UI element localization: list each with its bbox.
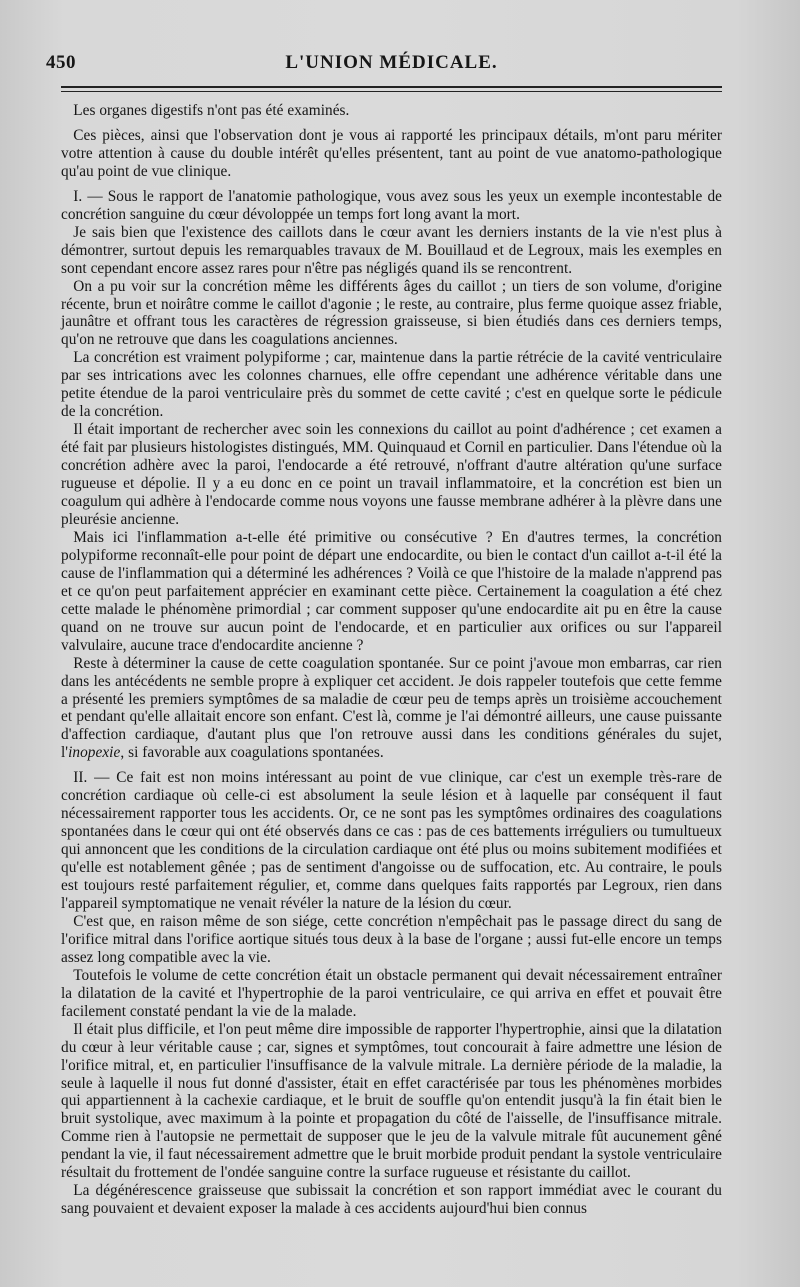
paragraph-digestive-organs: Les organes digestifs n'ont pas été examinés. [73, 102, 350, 119]
paragraph-inflammation: Mais ici l'inflammation a-t-elle été primitive ou consécutive ? En d'autres termes, la concrétion polypiforme reconnaît-elle pour point de départ une endocardite, ou bien le contact d'un caillot a-t-il été la cause de l'inflammation qui a déterminé les adhérences ? Voilà ce que l'histoire de la malade n'apprend pas et ce qu'on peut parfaitement apprécier en examinant cette pièce. Certainement la coagulation a été chez cette malade le phénomène primordial ; car comment supposer qu'une endocardite ait pu en être la cause quand on ne trouve sur aucun point de l'endocarde, et en particulier aux orifices ou sur l'appareil valvulaire, aucune trace d'endocardite ancienne ? [61, 528, 722, 654]
inopexie-term: inopexie [68, 744, 121, 762]
paragraph-ages-caillot: On a pu voir sur la concrétion même les différents âges du caillot ; un tiers de son volume, d'origine récente, brun et noirâtre comme le caillot d'agonie ; le reste, au contraire, plus ferme quoique assez friable, jaunâtre et offrant tous les caractères de régression graisseuse, si bien étudiés dans ces derniers temps, qu'on ne retrouve que dans les coagulations anciennes. [61, 277, 722, 349]
article-body [61, 102, 722, 1218]
paragraph-siege: C'est que, en raison même de son siége, cette concrétion n'empêchait pas le passage direct du sang de l'orifice mitral dans l'orifice aortique situés tous deux à la base de l'organe ; aussi fut-elle encore un temps assez long compatible avec la vie. [61, 912, 722, 966]
running-title: L'UNION MÉDICALE. [285, 52, 498, 73]
cause-text: Reste à déterminer la cause de cette coagulation spontanée. Sur ce point j'avoue mon embarras, car rien dans les antécédents ne semble propre à expliquer cet accident. Je dois rappeler toutefois que cette femme a présenté les premiers symptômes de sa maladie de cœur peu de temps après un troisième accouchement et pendant qu'elle allaitait encore son enfant. C'est là, comme je l'ai démontré ailleurs, une cause puissante d'affection cardiaque, d'autant plus que l'on retrouve aussi dans les conditions générales du sujet, l' [61, 654, 722, 762]
paragraph-section-2: II. — Ce fait est non moins intéressant au point de vue clinique, car c'est un exemple très-rare de concrétion cardiaque où celle-ci est absolument la seule lésion et à laquelle par conséquent il faut nécessairement rapporter tous les accidents. Or, ce ne sont pas les symptômes ordinaires des coagulations spontanées dans le cœur qui ont été observés dans ce cas : pas de ces battements irréguliers ou tumultueux qui annoncent que les conditions de la circulation cardiaque ont été plus ou moins subitement modifiées et qu'elle est notablement gênée ; pas de sentiment d'angoisse ou de suffocation, etc. Au contraire, le pouls est toujours resté parfaitement régulier, et, comme dans quelques faits rapportés par Legroux, rien dans l'appareil symptomatique ne venait révéler la nature de la lésion du cœur. [61, 769, 722, 912]
header-rule [61, 86, 722, 88]
paragraph-section-1: I. — Sous le rapport de l'anatomie pathologique, vous avez sous les yeux un exemple incontestable de concrétion sanguine du cœur dévoloppée un temps fort long avant la mort. [61, 187, 722, 223]
header-rule-thin [61, 91, 722, 92]
paragraph-intro: Ces pièces, ainsi que l'observation dont je vous ai rapporté les principaux détails, m'ont paru mériter votre attention à cause du double intérêt qu'elles présentent, tant au point de vue anatomo-pathologique qu'au point de vue clinique. [61, 126, 722, 180]
paragraph-polypiforme: La concrétion est vraiment polypiforme ; car, maintenue dans la partie rétrécie de la cavité ventriculaire par ses intrications avec les colonnes charnues, elle offre cependant une adhérence véritable dans une petite étendue de la paroi ventriculaire près du sommet de cette cavité ; c'est en quelque sorte le pédicule de la concrétion. [61, 349, 722, 421]
paragraph-degenerescence: La dégénérescence graisseuse que subissait la concrétion et son rapport immédiat avec le courant du sang pouvaient et devaient exposer la malade à ces accidents aujourd'hui bien connus [61, 1182, 722, 1218]
paragraph-caillots: Je sais bien que l'existence des caillots dans le cœur avant les derniers instants de la vie n'est plus à démontrer, surtout depuis les remarquables travaux de M. Bouillaud et de Legroux, mais les exemples en sont cependant encore assez rares pour n'être pas négligés quand ils se rencontrent. [61, 223, 722, 277]
page-header [46, 52, 722, 82]
page-number: 450 [46, 52, 76, 73]
paragraph-volume: Toutefois le volume de cette concrétion était un obstacle permanent qui devait nécessairement entraîner la dilatation de la cavité et l'hypertrophie de la paroi ventriculaire, ce qui arriva en effet et pouvait être facilement constaté pendant la vie de la malade. [61, 966, 722, 1020]
paragraph-cause [61, 655, 722, 763]
paragraph-difficile: Il était plus difficile, et l'on peut même dire impossible de rapporter l'hypertrophie, ainsi que la dilatation du cœur à leur véritable cause ; car, signes et symptômes, tout concourait à faire admettre une lésion de l'orifice mitral, et, en particulier l'insuffisance de la valvule mitrale. La dernière période de la maladie, la seule à laquelle il nous fut donné d'assister, était en effet caractérisée par tous les phénomènes morbides qui appartiennent à la cachexie cardiaque, et le bruit de souffle qu'on entendit jusqu'à la fin était bien le bruit systolique, avec maximum à la pointe et propagation du côté de l'aisselle, de l'insuffisance mitrale. Comme rien à l'autopsie ne permettait de supposer que le jeu de la valvule mitrale fût aucunement gêné pendant la vie, il faut nécessairement admettre que le bruit morbide produit pendant la systole ventriculaire résultait du frottement de l'ondée sanguine contre la surface rugueuse et résistante du caillot. [61, 1020, 722, 1182]
paragraph-connexions: Il était important de rechercher avec soin les connexions du caillot au point d'adhérence ; cet examen a été fait par plusieurs histologistes distingués, MM. Quinquaud et Cornil en particulier. Dans l'étendue où la concrétion adhère avec la paroi, l'endocarde a été retrouvé, n'offrant d'autre altération qu'une surface rugueuse et dépolie. Il y a eu donc en ce point un travail inflammatoire, et la concrétion est bien un coagulum qui adhère à l'endocarde comme nous voyons une fausse membrane adhérer à la plèvre dans une pleurésie ancienne. [61, 421, 722, 528]
cause-text-end: , si favorable aux coagulations spontanées. [120, 744, 384, 762]
